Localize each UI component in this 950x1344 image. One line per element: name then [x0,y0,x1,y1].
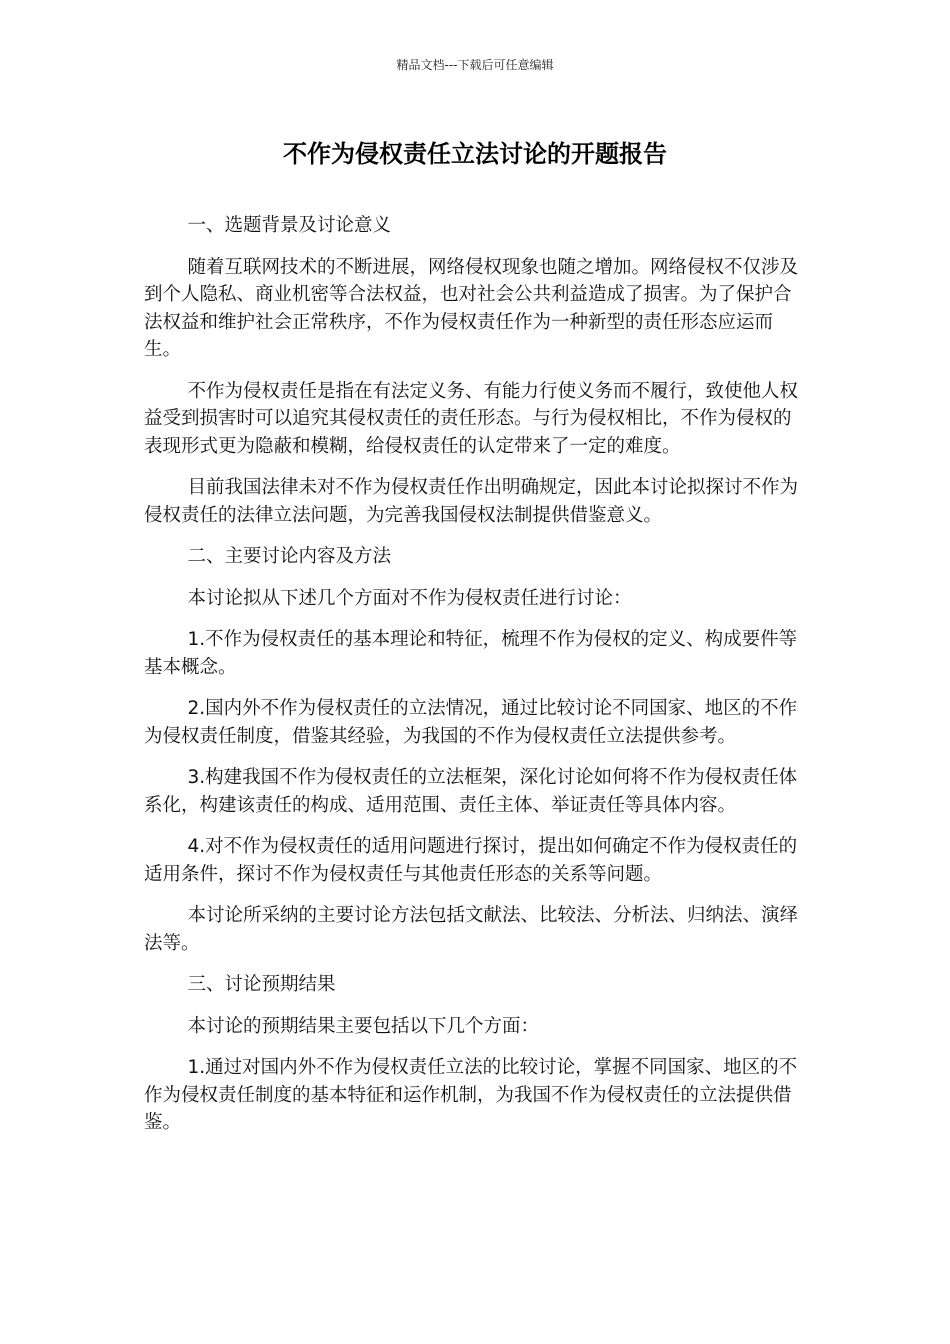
section-heading-1: 一、选题背景及讨论意义 [187,215,391,236]
section-heading-2: 二、主要讨论内容及方法 [187,546,391,567]
document-body [144,212,800,1151]
list-item: 1.通过对国内外不作为侵权责任立法的比较讨论，掌握不同国家、地区的不作为侵权责任制度的基本特征和运作机制，为我国不作为侵权责任的立法提供借鉴。 [144,1057,798,1133]
body-paragraph: 本讨论所采纳的主要讨论方法包括文献法、比较法、分析法、归纳法、演绎法等。 [144,905,798,954]
body-paragraph: 本讨论拟从下述几个方面对不作为侵权责任进行讨论： [187,587,632,609]
page-header-note: 精品文档---下载后可任意编辑 [396,58,554,72]
list-item: 4.对不作为侵权责任的适用问题进行探讨，提出如何确定不作为侵权责任的适用条件，探讨不作为侵权责任与其他责任形态的关系等问题。 [144,836,798,885]
body-paragraph: 本讨论的预期结果主要包括以下几个方面： [187,1015,539,1037]
list-item: 2.国内外不作为侵权责任的立法情况，通过比较讨论不同国家、地区的不作为侵权责任制度，借鉴其经验，为我国的不作为侵权责任立法提供参考。 [144,698,798,747]
list-item: 3.构建我国不作为侵权责任的立法框架，深化讨论如何将不作为侵权责任体系化，构建该责任的构成、适用范围、责任主体、举证责任等具体内容。 [144,767,798,816]
body-paragraph: 目前我国法律未对不作为侵权责任作出明确规定，因此本讨论拟探讨不作为侵权责任的法律立法问题，为完善我国侵权法制提供借鉴意义。 [144,477,798,526]
body-paragraph: 不作为侵权责任是指在有法定义务、有能力行使义务而不履行，致使他人权益受到损害时可以追究其侵权责任的责任形态。与行为侵权相比，不作为侵权的表现形式更为隐蔽和模糊，给侵权责任的认定带来了一定的难度。 [144,380,798,457]
body-paragraph: 随着互联网技术的不断进展，网络侵权现象也随之增加。网络侵权不仅涉及到个人隐私、商业机密等合法权益，也对社会公共利益造成了损害。为了保护合法权益和维护社会正常秩序，不作为侵权责任作为一种新型的责任形态应运而生。 [144,256,798,360]
section-heading-3: 三、讨论预期结果 [187,974,336,995]
list-item: 1.不作为侵权责任的基本理论和特征，梳理不作为侵权的定义、构成要件等基本概念。 [144,629,798,678]
document-title: 不作为侵权责任立法讨论的开题报告 [283,140,667,168]
